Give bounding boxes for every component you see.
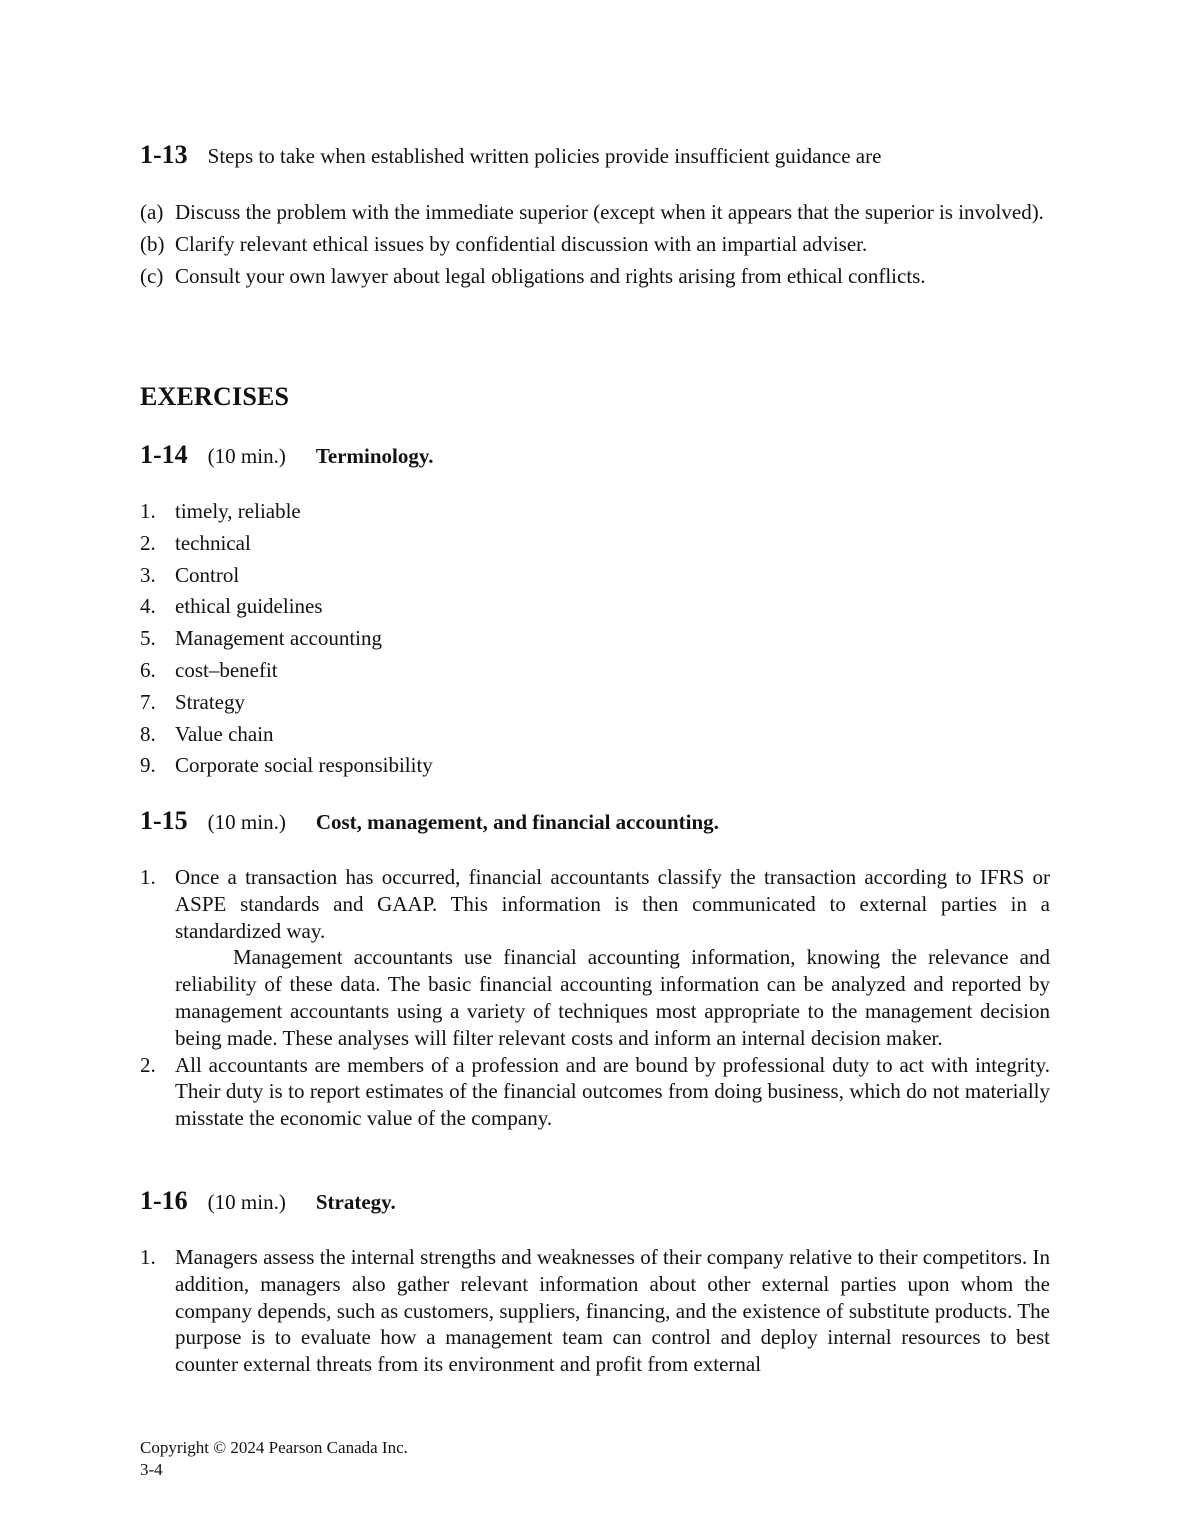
list-item: [140, 750, 1050, 782]
list-marker: 8.: [140, 721, 156, 746]
list-marker: 1.: [140, 865, 156, 889]
list-item: [140, 623, 1050, 655]
list-item-text: Corporate social responsibility: [175, 753, 433, 778]
list-item: [140, 199, 1050, 225]
question-1-15-heading: [140, 806, 719, 836]
question-title: Cost, management, and financial accounting.: [315, 810, 719, 834]
list-item: [140, 231, 1050, 257]
list-marker: 2.: [140, 530, 156, 555]
question-number: 1-15: [140, 806, 188, 835]
list-item-text: Management accounting: [175, 626, 383, 651]
list-item: [140, 1244, 1050, 1378]
question-intro: Steps to take when established written policies provide insufficient guidance are: [207, 144, 882, 168]
copyright-text: Copyright © 2024 Pearson Canada Inc.: [140, 1438, 408, 1457]
question-time: (10 min.): [207, 444, 286, 468]
list-item: [140, 263, 1050, 289]
question-1-15-list: [140, 864, 1050, 1132]
list-item-text: Control: [175, 562, 240, 587]
list-item: [140, 1052, 1050, 1132]
list-item-text: Strategy: [175, 689, 245, 714]
list-item: [140, 719, 1050, 751]
list-item-text: Discuss the problem with the immediate superior (except when it appears that the superior is involved).: [175, 200, 1044, 224]
paragraph: Once a transaction has occurred, financial accountants classify the transaction according to IFRS or ASPE standards and GAAP. This information is then communicated to external parties in a standardized way.: [175, 865, 1050, 943]
section-title: EXERCISES: [140, 382, 290, 411]
question-time: (10 min.): [207, 810, 286, 834]
list-item-text: Clarify relevant ethical issues by confidential discussion with an impartial adviser.: [175, 232, 868, 256]
list-item: [140, 687, 1050, 719]
list-marker: 4.: [140, 594, 156, 619]
question-title: Strategy.: [315, 1190, 396, 1214]
list-item-text: ethical guidelines: [175, 594, 323, 619]
list-marker: (a): [140, 200, 164, 224]
question-time: (10 min.): [207, 1190, 286, 1214]
list-marker: 9.: [140, 753, 156, 778]
paragraph: Management accountants use financial accounting information, knowing the relevance and reliability of these data. The basic financial accounting information can be analyzed and reported by management accountants using a variety of techniques most appropriate to the management decision being made. These analyses will filter relevant costs and inform an internal decision maker.: [175, 945, 1050, 1050]
question-1-14-heading: [140, 440, 433, 470]
question-1-13-heading: [140, 140, 881, 170]
list-marker: 6.: [140, 657, 156, 682]
paragraph: All accountants are members of a profession and are bound by professional duty to act with integrity. Their duty is to report estimates of the financial outcomes from doing business, which do not materially misstate the economic value of the company.: [175, 1052, 1050, 1131]
page-footer: [140, 1437, 408, 1481]
list-item-text: technical: [175, 530, 251, 555]
page-number: 3-4: [140, 1460, 163, 1479]
list-marker: 2.: [140, 1052, 156, 1077]
list-item: [140, 560, 1050, 592]
list-item-text: cost–benefit: [175, 657, 278, 682]
list-marker: 7.: [140, 689, 156, 714]
question-1-16-list: [140, 1244, 1050, 1378]
list-item: [140, 591, 1050, 623]
list-item: [140, 496, 1050, 528]
list-item-text: timely, reliable: [175, 499, 301, 523]
list-item: [140, 864, 1050, 1052]
question-number: 1-14: [140, 440, 188, 469]
question-1-16-heading: [140, 1186, 396, 1216]
list-item: [140, 655, 1050, 687]
list-item-text: Value chain: [175, 721, 274, 746]
paragraph: Managers assess the internal strengths and weaknesses of their company relative to their competitors. In addition, managers also gather relevant information about other external parties upon whom the company depends, such as customers, suppliers, financing, and the existence of substitute products. The purpose is to evaluate how a management team can control and deploy internal resources to best counter external threats from its environment and profit from external: [175, 1245, 1050, 1377]
list-item-text: Consult your own lawyer about legal obligations and rights arising from ethical conflicts.: [175, 264, 926, 288]
list-item: [140, 528, 1050, 560]
list-marker: 1.: [140, 499, 156, 523]
question-title: Terminology.: [315, 444, 434, 468]
list-marker: 1.: [140, 1245, 156, 1269]
list-marker: 5.: [140, 626, 156, 651]
question-1-13-list: [140, 199, 1050, 295]
list-marker: (c): [140, 264, 164, 288]
question-number: 1-13: [140, 140, 188, 169]
question-1-14-list: [140, 496, 1050, 782]
list-marker: 3.: [140, 562, 156, 587]
question-number: 1-16: [140, 1186, 188, 1215]
list-marker: (b): [140, 232, 165, 256]
